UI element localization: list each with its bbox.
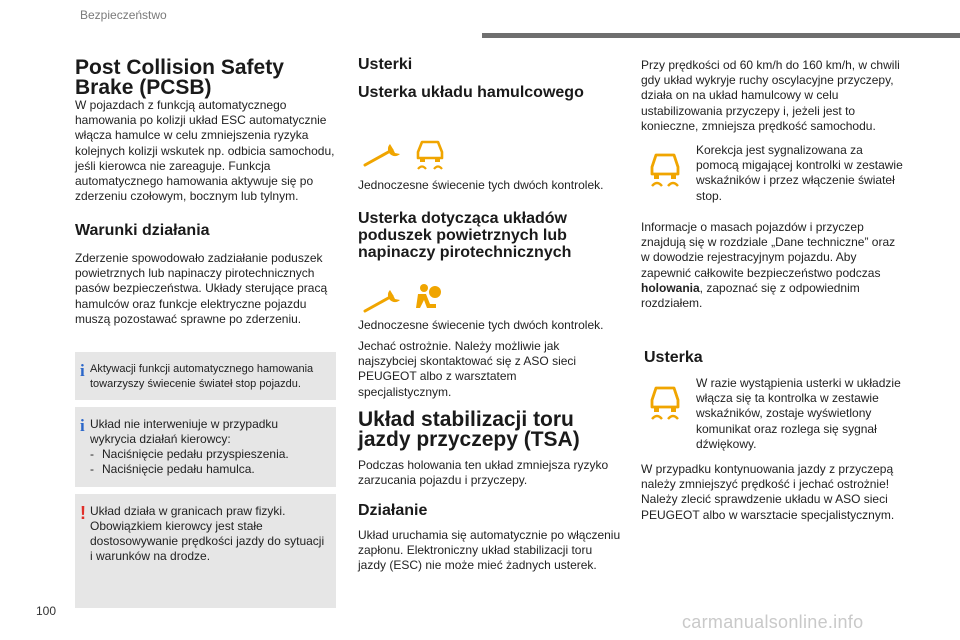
conditions-title: Warunki działania	[75, 222, 210, 239]
info-icon: i	[80, 361, 85, 380]
note-text	[90, 417, 326, 477]
operation-text: Układ uruchamia się automatycznie po włączeniu zapłonu. Elektroniczny układ stabilizacji toru jazdy (ESC) nie może mieć żadnych usterek.	[358, 528, 621, 573]
info-note-driver-actions	[75, 407, 336, 487]
operation-title: Działanie	[358, 502, 428, 519]
esc-skid-icon	[646, 149, 684, 189]
towing-text-a: Informacje o masach pojazdów i przyczep znajdują się w rozdziale „Dane techniczne” oraz w dowodzie rejestracyjnym pojazdu. Aby zapewnić całkowite bezpieczeństwo podczas	[641, 220, 896, 280]
page-number: 100	[36, 604, 57, 618]
note-text: Aktywacji funkcji automatycznego hamowania towarzyszy świecenie świateł stop pojazdu.	[90, 363, 314, 390]
tsa-text: Podczas holowania ten układ zmniejsza ryzyko zarzucania pojazdu i przyczepy.	[358, 458, 609, 488]
speed-text: Przy prędkości od 60 km/h do 160 km/h, w chwili gdy układ wykryje ruchy oscylacyjne przyczepy, działa on na układ hamulcowy w celu ustabilizowania przyczepy i, jeżeli jest to konieczne, zmniejsza prędkość samochodu.	[641, 58, 900, 133]
esc-skid-icon	[646, 382, 684, 422]
note-text: Układ działa w granicach praw fizyki. Obowiązkiem kierowcy jest stałe dostosowywanie prędkości jazdy do sytuacji i warunków na drodze.	[90, 504, 325, 563]
list-item: - Naciśnięcie pedału przyspieszenia.	[90, 447, 326, 462]
header-bar	[482, 33, 960, 38]
towing-bold: holowania	[641, 280, 700, 295]
airbag-fault-advice: Jechać ostrożnie. Należy możliwie jak najszybciej skontaktować się z ASO sieci PEUGEOT albo z warsztatem specjalistycznym.	[358, 339, 577, 399]
fault-text: W razie wystąpienia usterki w układzie włącza się ta kontrolka w zestawie wskaźników, zostaje wyświetlony komunikat oraz rozlega się sygnał dźwiękowy.	[696, 376, 901, 451]
towing-text-b: , zapoznać się z odpowiednim rozdziałem.	[641, 280, 860, 311]
list-item: - Naciśnięcie pedału hamulca.	[90, 462, 326, 477]
esc-skid-icon	[412, 136, 448, 172]
airbag-fault-text: Jednoczesne świecenie tych dwóch kontrolek.	[358, 318, 604, 332]
wrench-icon	[362, 286, 406, 316]
correction-text: Korekcja jest sygnalizowana za pomocą migającej kontrolki w zestawie wskaźników i przez włączenie świateł stop.	[696, 143, 903, 203]
note-intro: Układ nie interweniuje w przypadku wykrycia działań kierowcy:	[90, 417, 279, 446]
towing-text	[641, 220, 903, 311]
section-header: Bezpieczeństwo	[80, 8, 167, 22]
conditions-text: Zderzenie spowodowało zadziałanie poduszek powietrznych lub napinaczy pirotechnicznych pasów bezpieczeństwa. Układy sterujące pracą hamulców oraz funkcje elektryczne pojazdu muszą pozostawać sprawne po zderzeniu.	[75, 251, 328, 326]
brake-fault-title: Usterka układu hamulcowego	[358, 84, 584, 101]
warning-exclamation-icon: !	[80, 503, 86, 523]
faults-title: Usterki	[358, 56, 413, 73]
tsa-title: Układ stabilizacji toru jazdy przyczepy (TSA)	[358, 408, 580, 451]
airbag-icon	[412, 282, 442, 316]
brake-fault-text: Jednoczesne świecenie tych dwóch kontrolek.	[358, 178, 604, 192]
airbag-fault-title: Usterka dotycząca układów poduszek powietrznych lub napinaczy pirotechnicznych	[358, 210, 572, 261]
warning-note-physics	[75, 494, 336, 608]
pcsb-intro: W pojazdach z funkcją automatycznego hamowania po kolizji układ ESC automatycznie włącza hamulce w celu zmniejszenia ryzyka kolejnych kolizji wskutek np. odbicia samochodu, jeśli kierowca nie zareaguje. Funkcja automatycznego hamowania aktywuje się po zderzeniu czołowym, bocznym lub tylnym.	[75, 98, 335, 204]
continue-text: W przypadku kontynuowania jazdy z przyczepą należy zmniejszyć prędkość i jechać ostrożnie! Należy zlecić sprawdzenie układu w ASO sieci PEUGEOT albo w warsztacie specjalistycznym.	[641, 462, 895, 522]
driver-action-list	[90, 447, 326, 477]
fault-title: Usterka	[644, 349, 703, 366]
wrench-icon	[362, 140, 406, 170]
watermark: carmanualsonline.info	[682, 612, 864, 632]
info-note-brake-lights	[75, 352, 336, 400]
info-icon: i	[80, 416, 85, 435]
pcsb-title: Post Collision Safety Brake (PCSB)	[75, 56, 284, 99]
